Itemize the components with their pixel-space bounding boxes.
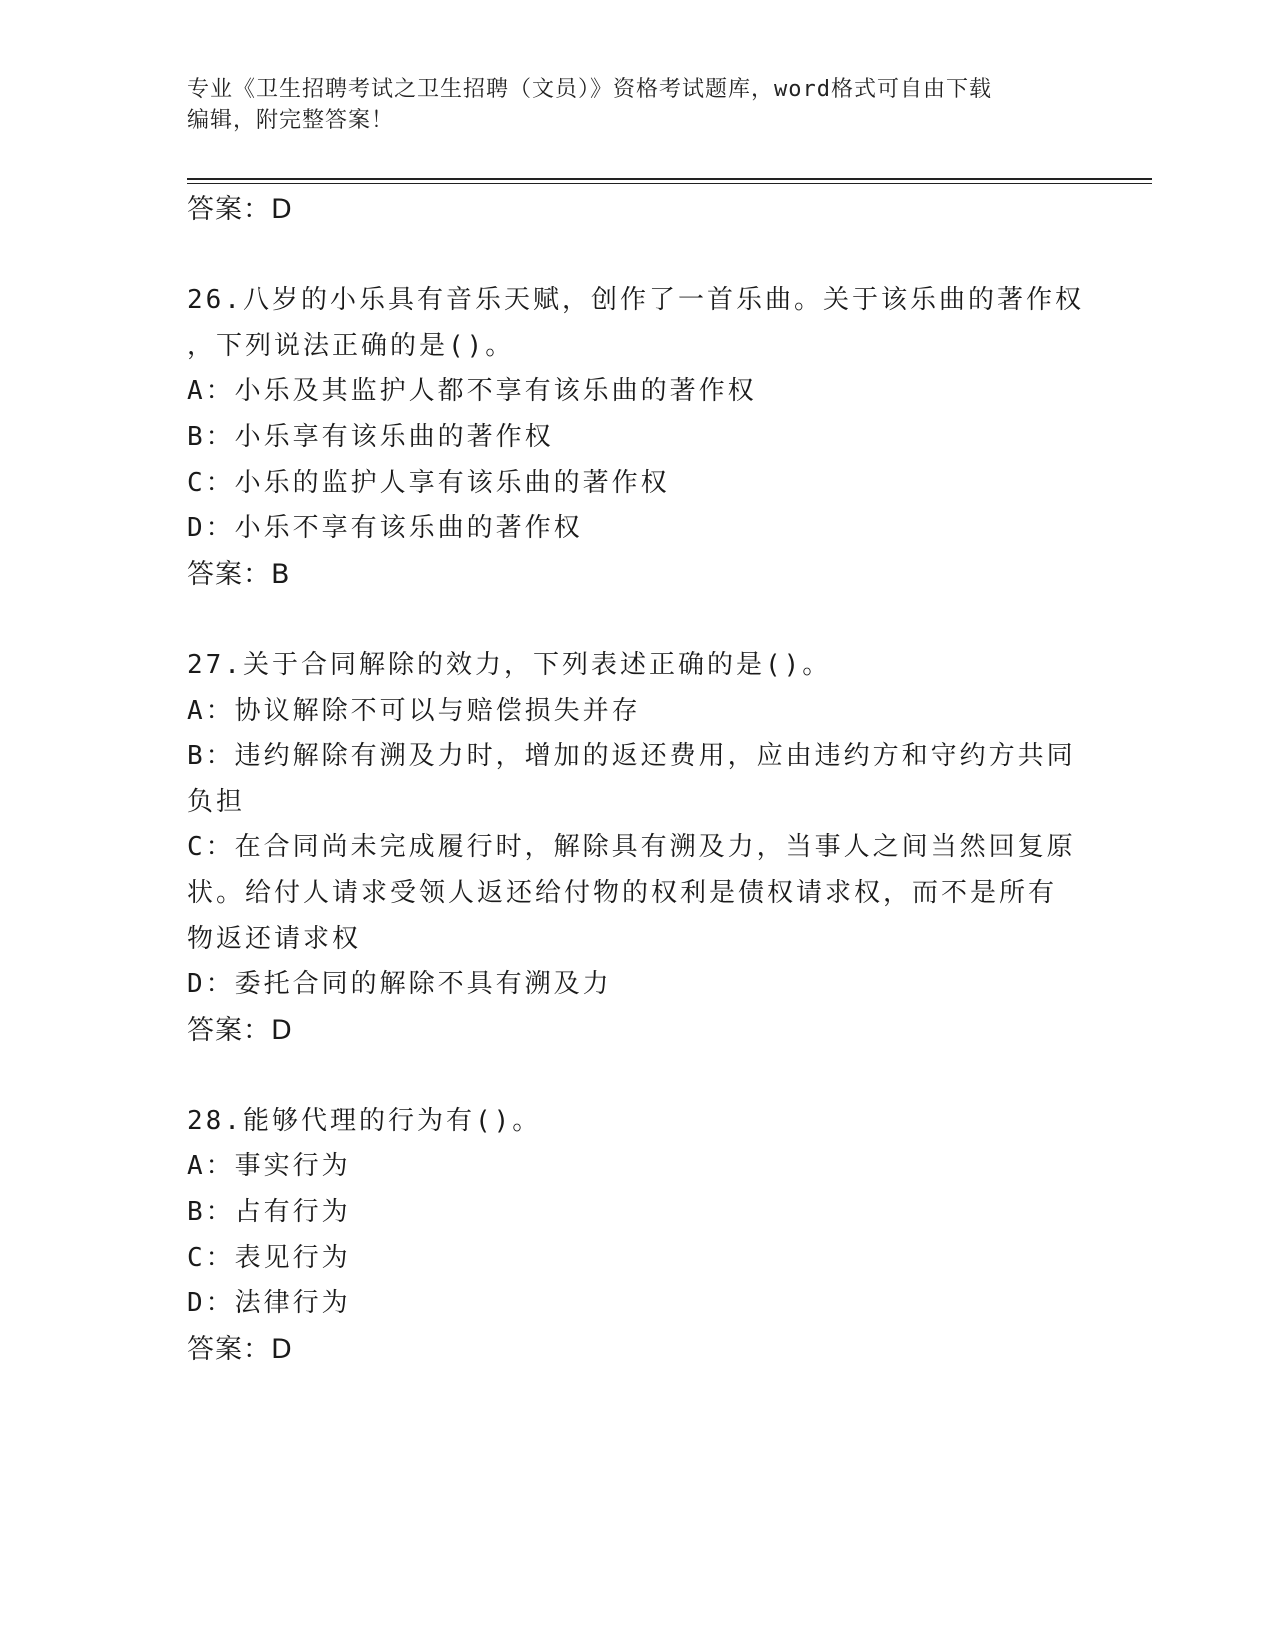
option-c: C：在合同尚未完成履行时，解除具有溯及力，当事人之间当然回复原 <box>187 832 1076 863</box>
option-c-continued: 物返还请求权 <box>187 923 362 954</box>
option-d: D：小乐不享有该乐曲的著作权 <box>187 513 583 544</box>
question-28 <box>187 1099 1087 1373</box>
question-27 <box>187 643 1087 1053</box>
document-header <box>187 74 1067 136</box>
option-a: A：小乐及其监护人都不享有该乐曲的著作权 <box>187 376 757 407</box>
option-b: B：违约解除有溯及力时，增加的返还费用，应由违约方和守约方共同 <box>187 741 1076 772</box>
header-line-2: 编辑，附完整答案！ <box>187 108 395 133</box>
question-stem: 28.能够代理的行为有()。 <box>187 1105 542 1136</box>
option-b-continued: 负担 <box>187 786 246 817</box>
previous-answer: 答案：D <box>187 194 293 225</box>
option-d: D：法律行为 <box>187 1288 351 1319</box>
question-stem: 26.八岁的小乐具有音乐天赋，创作了一首乐曲。关于该乐曲的著作权 <box>187 285 1084 316</box>
option-b: B：占有行为 <box>187 1197 351 1228</box>
option-a: A：事实行为 <box>187 1151 351 1182</box>
header-line-1: 专业《卫生招聘考试之卫生招聘（文员）》资格考试题库，word格式可自由下载 <box>187 77 992 102</box>
spacer <box>187 597 1087 643</box>
option-c: C：小乐的监护人享有该乐曲的著作权 <box>187 467 670 498</box>
header-divider-thin <box>187 183 1152 184</box>
question-list <box>187 187 1087 1372</box>
option-b: B：小乐享有该乐曲的著作权 <box>187 421 554 452</box>
option-c-continued: 状。给付人请求受领人返还给付物的权利是债权请求权，而不是所有 <box>187 877 1058 908</box>
question-stem-continued: ，下列说法正确的是()。 <box>187 330 515 361</box>
option-c: C：表见行为 <box>187 1242 351 1273</box>
option-a: A：协议解除不可以与赔偿损失并存 <box>187 695 641 726</box>
question-26 <box>187 278 1087 597</box>
header-divider-thick <box>187 178 1152 180</box>
spacer <box>187 233 1087 279</box>
option-d: D：委托合同的解除不具有溯及力 <box>187 969 612 1000</box>
question-stem: 27.关于合同解除的效力，下列表述正确的是()。 <box>187 649 832 680</box>
answer: 答案：D <box>187 1014 293 1046</box>
spacer <box>187 1053 1087 1099</box>
answer: 答案：B <box>187 558 291 590</box>
answer: 答案：D <box>187 1333 293 1365</box>
